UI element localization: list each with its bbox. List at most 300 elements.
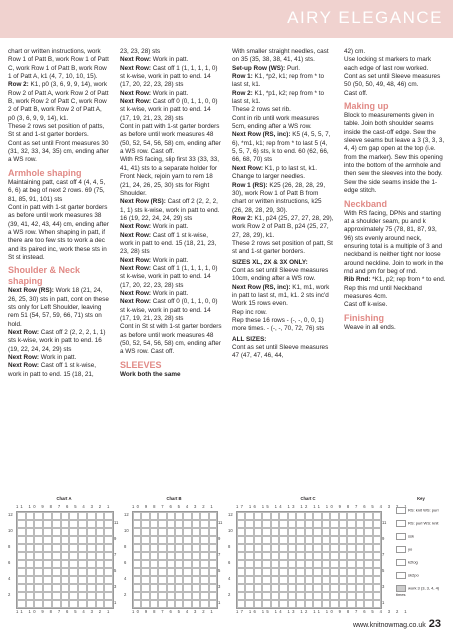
chart-cell bbox=[96, 512, 105, 520]
chart-cell bbox=[158, 568, 166, 576]
chart-cell bbox=[347, 560, 355, 568]
chart-cell bbox=[158, 552, 166, 560]
chart-cell bbox=[339, 528, 347, 536]
chart-cell bbox=[141, 512, 149, 520]
chart-cell bbox=[26, 568, 35, 576]
chart-cell bbox=[167, 584, 175, 592]
chart-cell bbox=[43, 568, 52, 576]
chart-row-number: 2 bbox=[228, 592, 231, 597]
instruction-label: Next Row: bbox=[120, 64, 152, 72]
chart-row-number: 6 bbox=[124, 560, 127, 565]
chart-cell bbox=[322, 592, 330, 600]
chart-row-number: 9 bbox=[382, 536, 385, 541]
instruction-text: Work in patt. bbox=[151, 289, 189, 297]
chart-cell bbox=[330, 560, 338, 568]
instruction-paragraph bbox=[232, 65, 334, 73]
instruction-paragraph bbox=[120, 298, 222, 323]
chart-cell bbox=[364, 536, 372, 544]
chart-cell bbox=[17, 576, 26, 584]
chart-cell bbox=[192, 584, 200, 592]
chart-cell bbox=[373, 592, 381, 600]
chart-cell bbox=[133, 536, 141, 544]
chart-cell bbox=[209, 512, 217, 520]
chart-grid bbox=[236, 511, 385, 609]
chart-cell bbox=[69, 592, 78, 600]
chart-cell bbox=[183, 600, 191, 608]
chart-cell bbox=[356, 536, 364, 544]
chart-cell bbox=[339, 520, 347, 528]
chart-cell bbox=[26, 584, 35, 592]
chart-cell bbox=[61, 584, 70, 592]
chart-cell bbox=[200, 544, 208, 552]
chart-cell bbox=[305, 576, 313, 584]
chart-cell bbox=[87, 520, 96, 528]
chart-cell bbox=[104, 584, 113, 592]
chart-cell bbox=[254, 520, 262, 528]
key-symbol-icon bbox=[396, 559, 406, 566]
chart-cell bbox=[330, 600, 338, 608]
chart-cell bbox=[356, 512, 364, 520]
chart-cell bbox=[61, 576, 70, 584]
instruction-label: Next Row: bbox=[120, 264, 152, 272]
instruction-label: Next Row: bbox=[232, 164, 264, 172]
chart-cell bbox=[158, 560, 166, 568]
chart-cell bbox=[34, 528, 43, 536]
instruction-text: Cast off 0 (0, 1, 1, 0, 0) st k-wise, work in patt to end. 14 (17, 19, 21, 23, 28) sts bbox=[120, 298, 218, 322]
chart-cell bbox=[313, 560, 321, 568]
chart-cell bbox=[52, 568, 61, 576]
chart-cell bbox=[34, 512, 43, 520]
chart-cell bbox=[141, 536, 149, 544]
chart-cell bbox=[167, 520, 175, 528]
instruction-paragraph bbox=[344, 276, 446, 284]
chart-cell bbox=[78, 552, 87, 560]
instruction-paragraph bbox=[232, 115, 334, 132]
chart-cell bbox=[330, 536, 338, 544]
chart-cell bbox=[183, 576, 191, 584]
instruction-label: Next Row: bbox=[120, 98, 152, 106]
instruction-text: Cont in rib until work measures 5cm, ending after a WS row. bbox=[232, 114, 320, 131]
instruction-text: Cont as set until Sleeve measures 50 (50, 50, 49, 48, 46) cm. bbox=[344, 73, 441, 89]
chart-cell bbox=[104, 512, 113, 520]
instruction-label: Row 2: bbox=[232, 214, 253, 222]
chart-cell bbox=[356, 600, 364, 608]
chart-cell bbox=[150, 536, 158, 544]
chart-cell bbox=[183, 520, 191, 528]
chart-cell bbox=[158, 592, 166, 600]
chart-cell bbox=[262, 584, 270, 592]
instruction-text: Cast off 1 (1, 1, 1, 1, 0) st k-wise, work in patt to end. 14 (17, 20, 22, 23, 28) sts bbox=[120, 264, 218, 289]
chart-cell bbox=[209, 552, 217, 560]
chart-cell bbox=[150, 520, 158, 528]
chart-cell bbox=[330, 544, 338, 552]
instruction-paragraph bbox=[232, 284, 334, 301]
chart-cell bbox=[43, 528, 52, 536]
chart-cell bbox=[200, 536, 208, 544]
chart-cell bbox=[150, 600, 158, 608]
chart-cell bbox=[364, 512, 372, 520]
chart-cell bbox=[167, 544, 175, 552]
chart-cell bbox=[150, 544, 158, 552]
chart-cell bbox=[313, 536, 321, 544]
instruction-text: chart or written instructions, work Row 1 of Patt B, work Row 1 of Patt C, work Row 1 of Patt B, work Row 1 of Patt A, k1 (4, 7, 10, 10, 15). bbox=[8, 48, 109, 81]
instruction-label: Work both the same bbox=[120, 370, 181, 378]
chart-cell bbox=[133, 584, 141, 592]
chart-row-number: 7 bbox=[218, 552, 221, 557]
chart-cell bbox=[43, 584, 52, 592]
chart-cell bbox=[34, 536, 43, 544]
chart-cell bbox=[34, 568, 43, 576]
chart-cell bbox=[262, 568, 270, 576]
key-title: Key bbox=[417, 496, 425, 501]
instruction-label: Next Row (RS): bbox=[120, 198, 166, 206]
chart-cell bbox=[330, 584, 338, 592]
instruction-label: Next Row (RS): bbox=[8, 287, 54, 295]
chart-cell bbox=[356, 528, 364, 536]
chart-cell bbox=[262, 520, 270, 528]
chart-cell bbox=[175, 576, 183, 584]
instruction-text: Work in patt. bbox=[151, 56, 189, 64]
chart-cell bbox=[104, 592, 113, 600]
chart-cell bbox=[104, 536, 113, 544]
chart-cell bbox=[347, 528, 355, 536]
chart-row-number: 7 bbox=[382, 552, 385, 557]
chart-cell bbox=[271, 520, 279, 528]
chart-cell bbox=[78, 512, 87, 520]
chart-title: Chart A bbox=[56, 496, 72, 501]
chart-cell bbox=[288, 552, 296, 560]
instruction-paragraph bbox=[344, 324, 446, 332]
chart-cell bbox=[347, 568, 355, 576]
page-footer bbox=[353, 618, 441, 630]
chart-cell bbox=[87, 528, 96, 536]
chart-cell bbox=[296, 512, 304, 520]
chart-cell bbox=[175, 600, 183, 608]
chart-title: Chart C bbox=[300, 496, 316, 501]
chart-cell bbox=[133, 576, 141, 584]
chart-cell bbox=[330, 592, 338, 600]
chart-cell bbox=[356, 568, 364, 576]
chart-cell bbox=[288, 592, 296, 600]
chart-column-numbers: 10 9 8 7 6 5 4 3 2 1 bbox=[132, 609, 216, 614]
chart-cell bbox=[69, 536, 78, 544]
chart-cell bbox=[305, 600, 313, 608]
instruction-text: With RS facing, DPNs and starting at a shoulder seam, pu and k approximately 75 (78, 81, 87, 93, 96) sts evenly around neck, ensuring total is a multiple of 3 and neckband is neither tight nor loose around neckline. Join to work in the rnd and pm for beg of rnd. bbox=[344, 209, 444, 275]
instruction-text: Rep this rnd until Neckband measures 4cm. bbox=[344, 284, 422, 300]
key-item bbox=[396, 559, 446, 566]
chart-cell bbox=[150, 512, 158, 520]
instruction-text: Cont as set until Sleeve measures 47 (47, 47, 46, 44, bbox=[232, 344, 329, 360]
key-label: k2tog bbox=[408, 559, 418, 565]
chart-row-number: 1 bbox=[382, 600, 385, 605]
chart-cell bbox=[104, 520, 113, 528]
instruction-label: Next Row: bbox=[120, 223, 152, 231]
chart-cell bbox=[69, 568, 78, 576]
chart-cell bbox=[141, 600, 149, 608]
chart-cell bbox=[200, 568, 208, 576]
chart-cell bbox=[78, 568, 87, 576]
chart-cell bbox=[175, 552, 183, 560]
chart-cell bbox=[43, 576, 52, 584]
chart-cell bbox=[43, 544, 52, 552]
chart-cell bbox=[339, 592, 347, 600]
chart-cell bbox=[158, 512, 166, 520]
chart-cell bbox=[313, 544, 321, 552]
instruction-paragraph bbox=[8, 354, 110, 362]
chart-cell bbox=[43, 560, 52, 568]
chart-cell bbox=[17, 560, 26, 568]
key-item bbox=[396, 507, 446, 514]
chart-cell bbox=[26, 520, 35, 528]
chart-cell bbox=[209, 520, 217, 528]
section-heading: Making up bbox=[344, 101, 389, 112]
chart-cell bbox=[209, 528, 217, 536]
chart-cell bbox=[245, 584, 253, 592]
chart-cell bbox=[17, 600, 26, 608]
chart-cell bbox=[96, 552, 105, 560]
chart-cell bbox=[245, 568, 253, 576]
chart-cell bbox=[322, 512, 330, 520]
instruction-text: Rep these 16 rows - (-, -, 0, 0, 1) more times. - (-, -, 70, 72, 76) sts bbox=[232, 317, 325, 333]
chart-cell bbox=[322, 520, 330, 528]
instruction-text: These 2 rows set rib. bbox=[232, 106, 291, 114]
chart-cell bbox=[313, 576, 321, 584]
chart-cell bbox=[279, 576, 287, 584]
chart-cell bbox=[26, 528, 35, 536]
chart-cell bbox=[52, 576, 61, 584]
chart-cell bbox=[43, 552, 52, 560]
chart-cell bbox=[26, 600, 35, 608]
instruction-text: Block to measurements given in table. Join both shoulder seams inside the cast-off edge. Sew the sleeve seams but leave a 3 (3, 3, 3, 4, 4) cm gap open at the top (i.e. from the marker). Sew this opening into the bottom of the armhole and then sew the sleeves into the body. Sew the side seams inside the 1-edge stitch. bbox=[344, 112, 445, 195]
chart-cell bbox=[237, 520, 245, 528]
instruction-text: Cast off k-wise. bbox=[344, 301, 388, 309]
chart-cell bbox=[296, 584, 304, 592]
header-banner bbox=[0, 0, 453, 38]
chart-cell bbox=[237, 600, 245, 608]
instruction-paragraph bbox=[232, 173, 334, 181]
chart-cell bbox=[245, 576, 253, 584]
instruction-paragraph bbox=[120, 98, 222, 123]
chart-cell bbox=[262, 552, 270, 560]
section-heading: Shoulder & Neck shaping bbox=[8, 265, 81, 287]
chart-cell bbox=[17, 584, 26, 592]
instruction-label: Next Row: bbox=[120, 89, 152, 97]
chart-cell bbox=[237, 528, 245, 536]
chart-cell bbox=[43, 536, 52, 544]
chart-cell bbox=[78, 536, 87, 544]
section-heading: Armhole shaping bbox=[8, 167, 82, 178]
instruction-text: Work 15 rows even. bbox=[232, 300, 288, 308]
chart-cell bbox=[271, 592, 279, 600]
chart-cell bbox=[69, 512, 78, 520]
chart-cell bbox=[373, 576, 381, 584]
chart-column-numbers: 17 16 15 14 13 12 11 10 9 8 7 6 5 4 3 2 1 bbox=[236, 609, 409, 614]
chart-cell bbox=[87, 536, 96, 544]
chart-cell bbox=[339, 568, 347, 576]
chart-cell bbox=[69, 600, 78, 608]
instruction-text: Cont as set until Front measures 30 (31, 32, 33, 34, 35) cm, ending after a WS row. bbox=[8, 139, 109, 164]
chart-cell bbox=[254, 576, 262, 584]
chart-cell bbox=[183, 536, 191, 544]
instruction-text: K25 (26, 28, 28, 29, 30), work Row 1 of Patt B from chart or written instructions, k25 (26, 28, 28, 29, 30). bbox=[232, 181, 326, 214]
chart-cell bbox=[373, 600, 381, 608]
chart-cell bbox=[296, 552, 304, 560]
instruction-paragraph bbox=[8, 123, 110, 140]
chart-cell bbox=[192, 576, 200, 584]
instruction-paragraph bbox=[232, 317, 334, 334]
instruction-label: Row 2: bbox=[8, 81, 29, 89]
chart-cell bbox=[279, 600, 287, 608]
chart-cell bbox=[237, 560, 245, 568]
instruction-paragraph bbox=[232, 48, 334, 65]
chart-cell bbox=[245, 528, 253, 536]
chart-cell bbox=[279, 568, 287, 576]
chart-cell bbox=[175, 544, 183, 552]
chart-cell bbox=[192, 600, 200, 608]
instruction-paragraph bbox=[232, 240, 334, 257]
chart-cell bbox=[209, 600, 217, 608]
chart-cell bbox=[296, 600, 304, 608]
chart-cell bbox=[322, 584, 330, 592]
chart-cell bbox=[150, 552, 158, 560]
chart-row-number: 1 bbox=[114, 600, 117, 605]
chart-cell bbox=[200, 560, 208, 568]
chart-cell bbox=[364, 560, 372, 568]
instruction-paragraph bbox=[120, 257, 222, 265]
chart-row-number: 5 bbox=[382, 568, 385, 573]
instruction-paragraph bbox=[8, 362, 110, 379]
chart-cell bbox=[43, 520, 52, 528]
chart-cell bbox=[330, 512, 338, 520]
chart-cell bbox=[254, 568, 262, 576]
instruction-paragraph bbox=[232, 165, 334, 173]
chart-cell bbox=[158, 544, 166, 552]
chart-cell bbox=[133, 544, 141, 552]
chart-cell bbox=[183, 568, 191, 576]
instruction-text: Cast off 1 st k-wise, work in patt to end. 15 (18, 21, bbox=[8, 362, 97, 378]
chart-cell bbox=[288, 600, 296, 608]
instruction-paragraph bbox=[344, 56, 446, 73]
instruction-paragraph bbox=[232, 215, 334, 240]
chart-cell bbox=[364, 592, 372, 600]
chart-cell bbox=[245, 512, 253, 520]
chart-cell bbox=[141, 528, 149, 536]
chart-cell bbox=[34, 592, 43, 600]
instruction-paragraph bbox=[344, 301, 446, 309]
instruction-label: Rib Rnd: bbox=[344, 276, 371, 284]
chart-cell bbox=[17, 592, 26, 600]
instruction-paragraph bbox=[120, 48, 222, 56]
instruction-text: Cont as set until Sleeve measures 10cm, ending after a WS row. bbox=[232, 266, 329, 283]
chart-cell bbox=[347, 520, 355, 528]
chart-cell bbox=[271, 552, 279, 560]
chart-cell bbox=[237, 552, 245, 560]
chart-cell bbox=[87, 512, 96, 520]
instruction-text: Purl. bbox=[285, 64, 301, 72]
chart-cell bbox=[271, 528, 279, 536]
chart-cell bbox=[288, 560, 296, 568]
website-url: www.knitnowmag.co.uk bbox=[352, 622, 426, 629]
chart-cell bbox=[347, 544, 355, 552]
key-item bbox=[396, 585, 446, 597]
page-number: 23 bbox=[428, 618, 441, 630]
section-heading: Neckband bbox=[344, 198, 388, 209]
instruction-text: K1, p to last st, k1. bbox=[263, 164, 317, 172]
chart-cell bbox=[52, 512, 61, 520]
chart-cell bbox=[192, 512, 200, 520]
chart-cell bbox=[96, 568, 105, 576]
chart-cell bbox=[296, 536, 304, 544]
instruction-text: Cast off 1 (1, 1, 1, 1, 0) st k-wise, work in patt to end. 14 (17, 20, 22, 23, 28) sts bbox=[120, 64, 218, 89]
chart-cell bbox=[150, 592, 158, 600]
chart-a bbox=[8, 495, 120, 614]
instruction-label: Next Row: bbox=[120, 256, 152, 264]
chart-b bbox=[124, 495, 224, 614]
chart-cell bbox=[61, 600, 70, 608]
chart-cell bbox=[209, 592, 217, 600]
instruction-label: Next Row: bbox=[8, 328, 40, 336]
chart-cell bbox=[279, 544, 287, 552]
instruction-paragraph bbox=[232, 267, 334, 284]
chart-cell bbox=[158, 600, 166, 608]
instruction-paragraph bbox=[120, 223, 222, 231]
chart-cell bbox=[52, 536, 61, 544]
chart-cell bbox=[133, 560, 141, 568]
chart-cell bbox=[61, 552, 70, 560]
instruction-paragraph bbox=[120, 290, 222, 298]
chart-cell bbox=[69, 576, 78, 584]
chart-cell bbox=[34, 520, 43, 528]
chart-cell bbox=[373, 560, 381, 568]
chart-cell bbox=[373, 520, 381, 528]
chart-cell bbox=[322, 536, 330, 544]
chart-cell bbox=[34, 544, 43, 552]
chart-cell bbox=[313, 552, 321, 560]
chart-cell bbox=[87, 584, 96, 592]
chart-cell bbox=[288, 528, 296, 536]
chart-cell bbox=[271, 536, 279, 544]
chart-cell bbox=[141, 544, 149, 552]
instruction-text: Work in patt. bbox=[39, 354, 77, 361]
instruction-paragraph bbox=[120, 371, 222, 379]
chart-cell bbox=[96, 536, 105, 544]
instruction-text: Work 18 (21, 24, 26, 25, 30) sts in patt, cont on these sts only for Left Shoulder, leaving rem 51 (54, 57, 59, 66, 71) sts on hold. bbox=[8, 287, 109, 328]
chart-row-number: 11 bbox=[218, 520, 223, 525]
chart-cell bbox=[17, 552, 26, 560]
chart-cell bbox=[288, 512, 296, 520]
key-label: yo bbox=[408, 546, 413, 552]
chart-cell bbox=[69, 528, 78, 536]
chart-cell bbox=[200, 576, 208, 584]
chart-cell bbox=[17, 536, 26, 544]
chart-cell bbox=[192, 560, 200, 568]
chart-row-number: 8 bbox=[8, 544, 11, 549]
chart-cell bbox=[52, 528, 61, 536]
chart-cell bbox=[330, 552, 338, 560]
key-symbol-icon bbox=[396, 546, 406, 553]
chart-cell bbox=[133, 552, 141, 560]
chart-cell bbox=[305, 536, 313, 544]
instruction-label: Next Row: bbox=[8, 354, 40, 361]
chart-cell bbox=[330, 568, 338, 576]
chart-cell bbox=[245, 544, 253, 552]
chart-cell bbox=[254, 592, 262, 600]
instruction-paragraph bbox=[8, 204, 110, 262]
chart-cell bbox=[237, 544, 245, 552]
chart-cell bbox=[237, 576, 245, 584]
instruction-paragraph bbox=[232, 182, 334, 215]
chart-cell bbox=[52, 584, 61, 592]
